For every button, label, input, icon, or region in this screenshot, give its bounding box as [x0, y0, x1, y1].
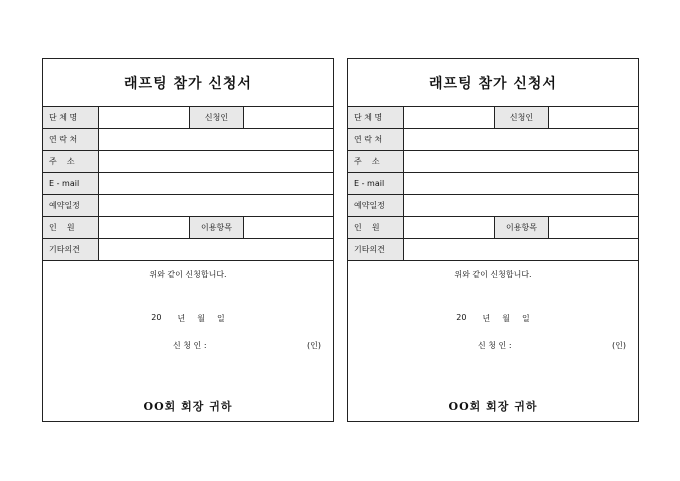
group-name-field[interactable]: [99, 107, 190, 128]
signature-label: 신 청 인 :: [478, 341, 512, 350]
row-group-name: [348, 107, 638, 129]
application-form-left: [42, 58, 334, 422]
other-comments-field[interactable]: [404, 239, 638, 260]
group-name-label: 단 체 명: [43, 107, 99, 128]
row-address: [348, 151, 638, 173]
date-line: [43, 313, 333, 324]
headcount-label: 인 원: [43, 217, 99, 238]
seal-mark: (인): [307, 341, 321, 350]
addressee: OO회 회장 귀하: [448, 400, 538, 413]
applicant-label: 신청인: [495, 107, 549, 128]
addressee: OO회 회장 귀하: [143, 400, 233, 413]
date-year-prefix: 20: [456, 313, 467, 322]
statement-text: 위와 같이 신청합니다.: [149, 270, 227, 279]
email-field[interactable]: [404, 173, 638, 194]
other-comments-label: 기타의견: [348, 239, 404, 260]
contact-label: 연 락 처: [43, 129, 99, 150]
group-name-label: 단 체 명: [348, 107, 404, 128]
usage-item-field[interactable]: [549, 217, 638, 238]
email-label: E - mail: [43, 173, 99, 194]
reservation-date-field[interactable]: [99, 195, 333, 216]
row-group-name: [43, 107, 333, 129]
application-form-right: [347, 58, 639, 422]
row-contact: [43, 129, 333, 151]
statement-text: 위와 같이 신청합니다.: [454, 270, 532, 279]
row-address: [43, 151, 333, 173]
date-year-unit: 년: [177, 314, 186, 323]
contact-field[interactable]: [404, 129, 638, 150]
address-label: 주 소: [43, 151, 99, 172]
form-title: 래프팅 참가 신청서: [43, 59, 333, 107]
reservation-date-field[interactable]: [404, 195, 638, 216]
usage-item-label: 이용항목: [190, 217, 244, 238]
reservation-date-label: 예약일정: [348, 195, 404, 216]
form-body: [348, 261, 638, 420]
row-reservation-date: [43, 195, 333, 217]
contact-field[interactable]: [99, 129, 333, 150]
applicant-field[interactable]: [244, 107, 333, 128]
row-contact: [348, 129, 638, 151]
signature-label: 신 청 인 :: [173, 341, 207, 350]
contact-label: 연 락 처: [348, 129, 404, 150]
address-field[interactable]: [99, 151, 333, 172]
row-email: [348, 173, 638, 195]
group-name-field[interactable]: [404, 107, 495, 128]
reservation-date-label: 예약일정: [43, 195, 99, 216]
headcount-field[interactable]: [99, 217, 190, 238]
headcount-label: 인 원: [348, 217, 404, 238]
row-other-comments: [348, 239, 638, 261]
date-day-unit: 일: [521, 314, 530, 323]
address-label: 주 소: [348, 151, 404, 172]
form-title: 래프팅 참가 신청서: [348, 59, 638, 107]
date-day-unit: 일: [216, 314, 225, 323]
other-comments-field[interactable]: [99, 239, 333, 260]
usage-item-field[interactable]: [244, 217, 333, 238]
date-month-unit: 월: [502, 314, 510, 323]
email-field[interactable]: [99, 173, 333, 194]
row-reservation-date: [348, 195, 638, 217]
date-year-prefix: 20: [151, 313, 162, 322]
date-line: [348, 313, 638, 324]
row-other-comments: [43, 239, 333, 261]
date-year-unit: 년: [482, 314, 491, 323]
date-month-unit: 월: [197, 314, 205, 323]
form-body: [43, 261, 333, 420]
row-email: [43, 173, 333, 195]
applicant-label: 신청인: [190, 107, 244, 128]
row-headcount: [348, 217, 638, 239]
applicant-field[interactable]: [549, 107, 638, 128]
headcount-field[interactable]: [404, 217, 495, 238]
seal-mark: (인): [612, 341, 626, 350]
other-comments-label: 기타의견: [43, 239, 99, 260]
email-label: E - mail: [348, 173, 404, 194]
address-field[interactable]: [404, 151, 638, 172]
usage-item-label: 이용항목: [495, 217, 549, 238]
row-headcount: [43, 217, 333, 239]
